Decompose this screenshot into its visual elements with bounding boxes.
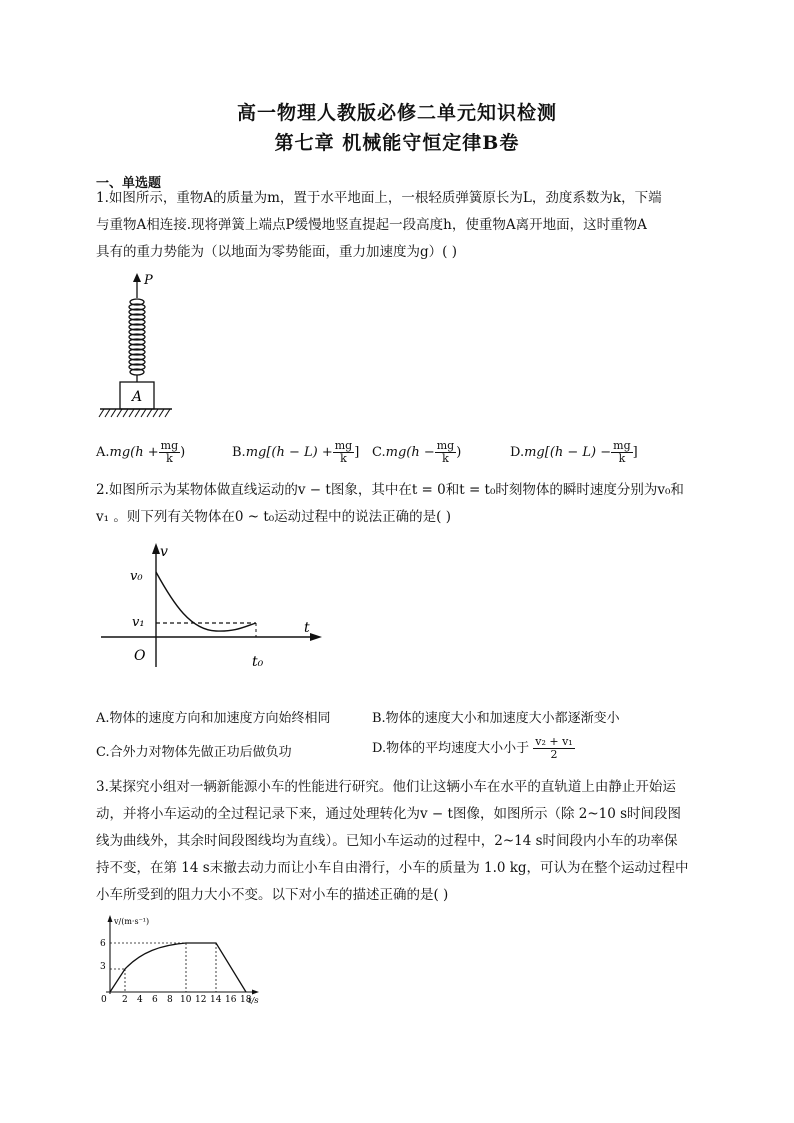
q1-option-d-expr: mg[(h − L) − xyxy=(524,445,612,460)
question-3-text xyxy=(96,774,696,909)
q1-option-b[interactable]: B.mg[(h − L) + $\frac{mg}{k}$ ] xyxy=(232,439,360,465)
q2-label-v1: v₁ xyxy=(132,615,145,630)
q3-y-tick-6: 6 xyxy=(100,939,106,949)
q3-line-5: 小车所受到的阻力大小不变。以下对小车的描述正确的是( ) xyxy=(96,887,449,903)
q1-option-c[interactable]: C.mg(h − $\frac{mg}{k}$ ) xyxy=(372,439,462,465)
exam-subtitle: 第七章 机械能守恒定律B卷 xyxy=(274,132,520,154)
q2-label-t0: t₀ xyxy=(252,654,264,670)
q1-option-b-expr: mg[(h − L) + xyxy=(245,445,333,460)
q3-vt-graph xyxy=(96,912,271,1004)
question-2-text xyxy=(96,477,696,531)
q3-x-tick-14: 14 xyxy=(210,995,222,1004)
q3-x-tick-8: 8 xyxy=(167,995,173,1004)
q1-option-c-fraction: $\frac{mg}{k}$ xyxy=(436,439,455,465)
q2-label-origin: O xyxy=(134,648,146,664)
q3-x-tick-6: 6 xyxy=(152,995,158,1004)
q3-line-2: 动，并将小车运动的全过程记录下来，通过处理转化为v − t图像，如图所示（除 2~10 s时间段图 xyxy=(96,806,682,822)
q2-label-v0: v₀ xyxy=(130,569,143,584)
q3-velocity-line xyxy=(110,943,246,992)
q2-vt-graph xyxy=(96,540,326,675)
q1-option-c-letter: C. xyxy=(372,445,386,460)
q3-x-tick-10: 10 xyxy=(180,995,192,1004)
section-heading: 一、单选题 xyxy=(96,176,162,191)
q1-option-a-fraction: $\frac{mg}{k}$ xyxy=(160,439,179,465)
q1-option-b-fraction: $\frac{mg}{k}$ xyxy=(334,439,353,465)
q3-x-tick-12: 12 xyxy=(195,995,207,1004)
q2-axis-v: v xyxy=(160,544,168,560)
q2-axis-t: t xyxy=(304,620,310,636)
q1-option-c-expr: mg(h − xyxy=(385,445,435,460)
q1-line-3: 具有的重力势能为（以地面为零势能面，重力加速度为g）( ) xyxy=(96,244,457,260)
q1-option-a[interactable]: A.mg(h + $\frac{mg}{k}$ ) xyxy=(96,439,186,465)
q2-option-a[interactable]: A.物体的速度方向和加速度方向始终相同 xyxy=(96,711,331,726)
q2-velocity-curve xyxy=(156,572,256,631)
q3-y-tick-0: 0 xyxy=(101,995,107,1004)
q1-option-d[interactable]: D.mg[(h − L) − $\frac{mg}{k}$ ] xyxy=(510,439,638,465)
q3-line-3: 线为曲线外，其余时间段图线均为直线）。已知小车运动的过程中，2~14 s时间段内小车的功率保 xyxy=(96,833,678,849)
q3-x-tick-16: 16 xyxy=(225,995,237,1004)
q1-option-b-letter: B. xyxy=(232,445,246,460)
q1-option-d-fraction: $\frac{mg}{k}$ xyxy=(613,439,631,465)
q3-x-tick-18: 18 xyxy=(240,995,252,1004)
q1-line-1: 1.如图所示，重物A的质量为m，置于水平地面上，一根轻质弹簧原长为L，劲度系数为k，下端 xyxy=(96,190,662,206)
q1-option-d-letter: D. xyxy=(510,445,525,460)
exam-title: 高一物理人教版必修二单元知识检测 xyxy=(236,102,557,124)
q2-option-b[interactable]: B.物体的速度大小和加速度大小都逐渐变小 xyxy=(372,711,620,726)
q2-line-1: 2.如图所示为某物体做直线运动的v − t图象，其中在t = 0和t = t₀时刻物体的瞬时速度分别为v₀和 xyxy=(96,482,684,498)
q1-label-p: P xyxy=(144,273,153,288)
q3-line-1: 3.某探究小组对一辆新能源小车的性能进行研究。他们让这辆小车在水平的直轨道上由静止开始运 xyxy=(96,779,676,795)
q3-y-tick-3: 3 xyxy=(100,962,106,972)
q1-label-a: A xyxy=(132,389,143,405)
q1-line-2: 与重物A相连接.现将弹簧上端点P缓慢地竖直提起一段高度h，使重物A离开地面，这时重物A xyxy=(96,217,647,233)
q3-x-tick-4: 4 xyxy=(137,995,143,1004)
q2-option-d[interactable] xyxy=(372,736,575,761)
q3-x-axis-label: t/s xyxy=(248,996,259,1004)
q2-option-d-text: D.物体的平均速度大小小于 xyxy=(372,741,530,756)
question-1-text xyxy=(96,185,696,266)
q3-x-tick-2: 2 xyxy=(122,995,128,1004)
q1-spring-figure xyxy=(96,270,186,422)
q2-line-2: v₁ 。则下列有关物体在0 ~ t₀运动过程中的说法正确的是( ) xyxy=(96,509,451,525)
q3-y-axis-label: v/(m·s⁻¹) xyxy=(114,917,150,926)
q1-option-a-expr: mg(h + xyxy=(109,445,159,460)
q1-option-a-letter: A. xyxy=(96,445,110,460)
q2-option-c[interactable]: C.合外力对物体先做正功后做负功 xyxy=(96,745,292,760)
q2-option-d-fraction: $\frac{\text{v₂ + v₁}}{2}$ xyxy=(535,735,573,761)
q3-line-4: 持不变，在第 14 s末撤去动力而让小车自由滑行，小车的质量为 1.0 kg，可认为在整个运动过程中 xyxy=(96,860,689,876)
